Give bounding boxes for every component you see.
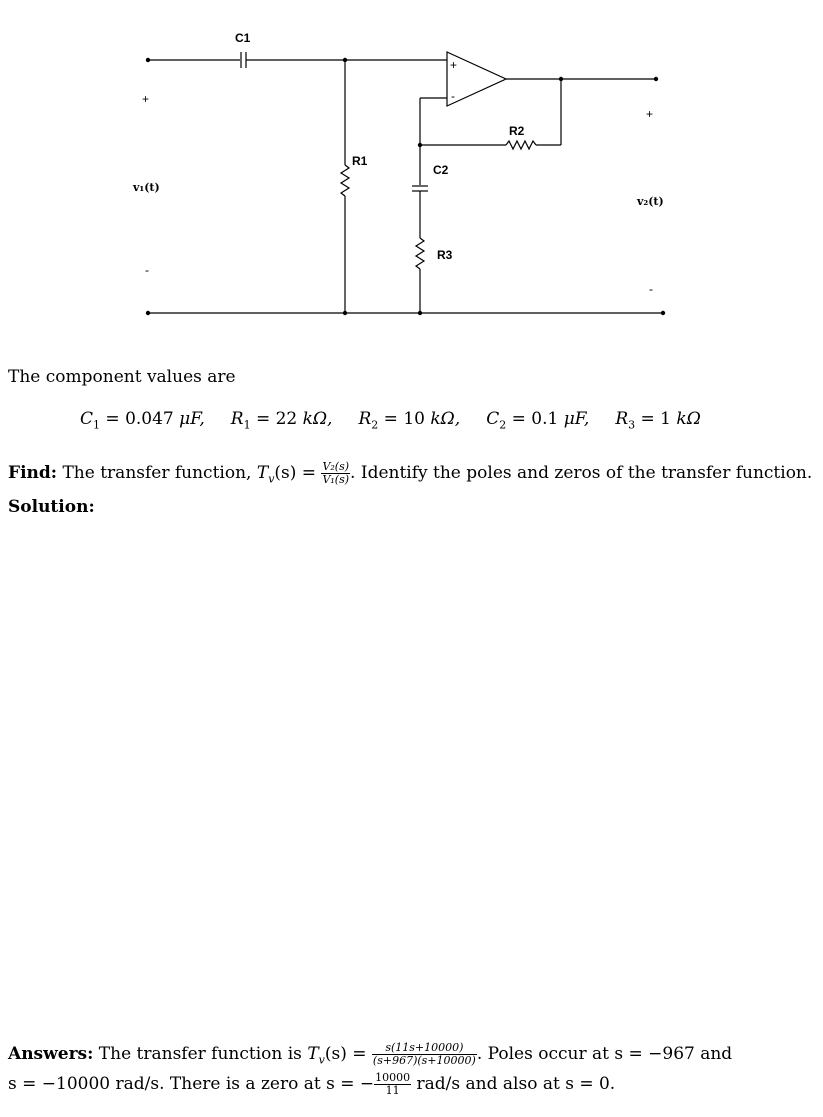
node-r3-bottom — [418, 311, 422, 315]
terminal-output-bottom — [661, 311, 665, 315]
answer-fraction: $\frac{s(11s+10000)}{(s+967)(s+10000)}$ — [372, 1041, 476, 1067]
intro-text: The component values are — [8, 367, 236, 387]
find-statement: Find: The transfer function, $T_v(s)$ = $\frac{\text{V₂(s)}}{\text{V₁(s)}}$ . Identify the poles and zeros of the transfer function. — [8, 460, 813, 486]
r1-label: R1 — [352, 154, 368, 168]
circuit-diagram — [0, 0, 823, 340]
r2-label: R2 — [509, 124, 525, 138]
find-fraction: $\frac{\text{V₂(s)}}{\text{V₁(s)}}$ — [322, 460, 350, 486]
r1-resistor — [341, 165, 349, 196]
value-r1: $R_1 = 22$ kΩ, — [230, 409, 333, 432]
input-minus: - — [145, 263, 149, 277]
c2-label: C2 — [433, 163, 449, 177]
answers-line-2: s = −10000 rad/s. There is a zero at s = − $\frac{10000}{11}$ rad/s and also at s = 0. — [8, 1071, 616, 1097]
terminal-input-top — [146, 58, 150, 62]
zero-fraction: $\frac{10000}{11}$ — [375, 1071, 411, 1097]
input-plus: + — [142, 92, 150, 106]
node-r1-bottom — [343, 311, 347, 315]
output-plus: + — [646, 107, 654, 121]
value-c2: $C_2 = 0.1$ μF, — [486, 409, 590, 432]
answers-line-1: Answers: The transfer function is $T_v(s)$ = $\frac{s(11s+10000)}{(s+967)(s+10000)}$ . Poles occur at s = −967 and — [8, 1041, 733, 1067]
r2-resistor — [506, 141, 536, 149]
opamp-plus: + — [450, 58, 458, 72]
output-voltage-label: v₂(t) — [637, 195, 664, 208]
r3-resistor — [416, 238, 424, 269]
c1-label: C1 — [235, 31, 251, 45]
opamp-minus: - — [451, 89, 455, 103]
value-c1: $C_1 = 0.047$ μF, — [80, 409, 205, 432]
output-minus: - — [649, 282, 653, 296]
node-output — [559, 77, 563, 81]
solution-label: Solution: — [8, 497, 95, 517]
value-r2: $R_2 = 10$ kΩ, — [358, 409, 461, 432]
terminal-output-top — [654, 77, 658, 81]
r3-label: R3 — [437, 248, 453, 262]
component-values — [80, 408, 701, 436]
terminal-input-bottom — [146, 311, 150, 315]
input-voltage-label: v₁(t) — [133, 181, 160, 194]
value-r3: $R_3 = 1$ kΩ — [615, 409, 701, 432]
